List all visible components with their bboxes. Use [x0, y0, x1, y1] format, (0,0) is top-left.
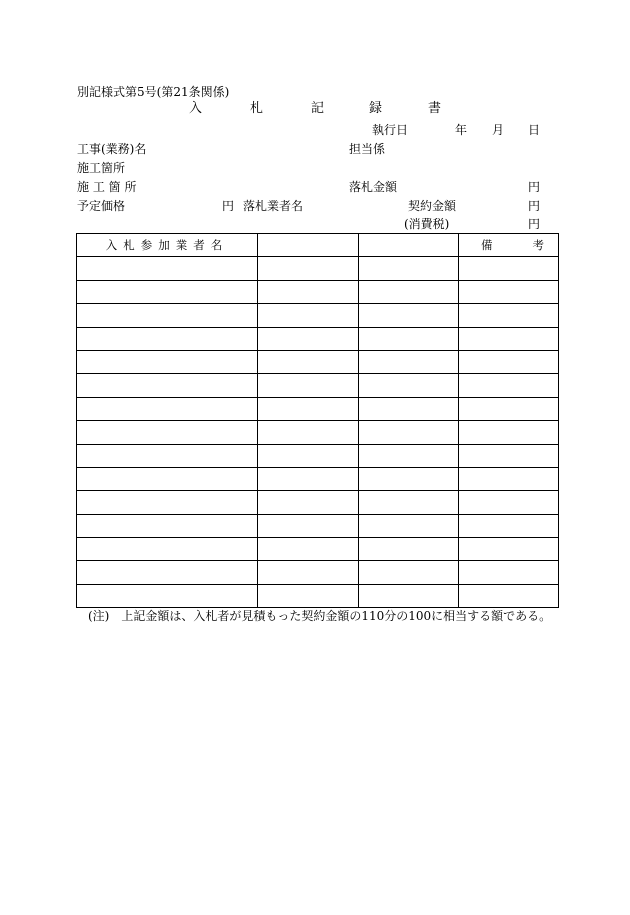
- day-label: 日: [528, 123, 541, 137]
- table-row: [77, 327, 559, 350]
- table-row: [77, 397, 559, 420]
- yen-unit: 円: [528, 217, 541, 231]
- table-cell[interactable]: [77, 584, 258, 607]
- table-cell[interactable]: [459, 561, 559, 584]
- table-cell[interactable]: [359, 421, 459, 444]
- title-char: 記: [311, 101, 325, 116]
- table-cell[interactable]: [258, 561, 359, 584]
- table-cell[interactable]: [359, 538, 459, 561]
- table-cell[interactable]: [359, 397, 459, 420]
- table-cell[interactable]: [258, 397, 359, 420]
- table-row: [77, 561, 559, 584]
- month-label: 月: [492, 123, 505, 137]
- table-cell[interactable]: [77, 538, 258, 561]
- table-cell[interactable]: [77, 280, 258, 303]
- title-char: 入: [189, 101, 203, 116]
- table-cell[interactable]: [77, 350, 258, 373]
- title-char: 録: [369, 101, 383, 116]
- table-cell[interactable]: [258, 538, 359, 561]
- table-cell[interactable]: [459, 374, 559, 397]
- table-cell[interactable]: [258, 304, 359, 327]
- table-cell[interactable]: [459, 514, 559, 537]
- yen-unit: 円: [528, 180, 541, 194]
- table-cell[interactable]: [359, 280, 459, 303]
- table-cell[interactable]: [459, 538, 559, 561]
- table-cell[interactable]: [77, 561, 258, 584]
- table-cell[interactable]: [459, 304, 559, 327]
- table-row: [77, 514, 559, 537]
- table-cell[interactable]: [258, 444, 359, 467]
- consumption-tax-label: (消費税): [404, 217, 450, 231]
- bid-amount-label: 落札金額: [349, 180, 398, 194]
- table-row: [77, 538, 559, 561]
- table-cell[interactable]: [359, 444, 459, 467]
- form-reference: 別記様式第5号(第21条関係): [77, 85, 230, 99]
- title-char: 書: [428, 101, 442, 116]
- table-cell[interactable]: [258, 374, 359, 397]
- table-cell[interactable]: [77, 421, 258, 444]
- table-cell[interactable]: [258, 467, 359, 490]
- table-cell[interactable]: [459, 280, 559, 303]
- bidder-table: [76, 233, 559, 608]
- table-cell[interactable]: [459, 584, 559, 607]
- table-body: [77, 257, 559, 608]
- table-row: [77, 467, 559, 490]
- table-cell[interactable]: [459, 491, 559, 514]
- table-row: [77, 304, 559, 327]
- location-label-spaced: 施 工 箇 所: [77, 180, 137, 194]
- table-row: [77, 444, 559, 467]
- planned-price-label: 予定価格: [77, 199, 126, 213]
- yen-unit: 円: [222, 199, 235, 213]
- winner-name-label: 落札業者名: [243, 199, 304, 213]
- yen-unit: 円: [528, 199, 541, 213]
- title-char: 札: [250, 101, 264, 116]
- footnote: (注) 上記金額は、入札者が見積もった契約金額の110分の100に相当する額である。: [88, 609, 552, 623]
- table-cell[interactable]: [459, 257, 559, 280]
- table-cell[interactable]: [359, 350, 459, 373]
- table-cell[interactable]: [459, 350, 559, 373]
- table-cell[interactable]: [77, 514, 258, 537]
- table-cell[interactable]: [77, 257, 258, 280]
- table-row: [77, 374, 559, 397]
- table-cell[interactable]: [77, 491, 258, 514]
- table-row: [77, 350, 559, 373]
- table-cell[interactable]: [258, 491, 359, 514]
- header-bidder-name: 入札参加業者名: [77, 234, 258, 257]
- table-cell[interactable]: [258, 350, 359, 373]
- table-cell[interactable]: [459, 467, 559, 490]
- table-cell[interactable]: [359, 327, 459, 350]
- table-cell[interactable]: [359, 304, 459, 327]
- table-row: [77, 491, 559, 514]
- table-cell[interactable]: [258, 280, 359, 303]
- table-cell[interactable]: [258, 421, 359, 444]
- table-cell[interactable]: [258, 257, 359, 280]
- contract-amount-label: 契約金額: [408, 199, 457, 213]
- table-cell[interactable]: [359, 561, 459, 584]
- location-label: 施工箇所: [77, 161, 126, 175]
- table-cell[interactable]: [359, 374, 459, 397]
- table-cell[interactable]: [459, 327, 559, 350]
- table-cell[interactable]: [77, 397, 258, 420]
- table-cell[interactable]: [77, 444, 258, 467]
- table-cell[interactable]: [77, 327, 258, 350]
- table-row: [77, 421, 559, 444]
- header-remarks-char: 備: [481, 238, 493, 253]
- table-cell[interactable]: [459, 397, 559, 420]
- table-cell[interactable]: [359, 584, 459, 607]
- table-row: [77, 584, 559, 607]
- table-row: [77, 280, 559, 303]
- table-cell[interactable]: [359, 514, 459, 537]
- work-name-label: 工事(業務)名: [77, 142, 147, 156]
- table-header-row: [77, 234, 559, 257]
- table-cell[interactable]: [77, 374, 258, 397]
- header-cell: [258, 234, 359, 257]
- table-cell[interactable]: [359, 491, 459, 514]
- table-cell[interactable]: [77, 304, 258, 327]
- table-cell[interactable]: [359, 467, 459, 490]
- execution-date-label: 執行日: [372, 123, 409, 137]
- header-remarks: [459, 234, 559, 257]
- table-cell[interactable]: [258, 584, 359, 607]
- table-cell[interactable]: [459, 421, 559, 444]
- table-row: [77, 257, 559, 280]
- header-cell: [359, 234, 459, 257]
- header-remarks-char: 考: [532, 238, 544, 253]
- table-cell[interactable]: [258, 514, 359, 537]
- table-cell[interactable]: [77, 467, 258, 490]
- table-cell[interactable]: [359, 257, 459, 280]
- table-cell[interactable]: [258, 327, 359, 350]
- table-cell[interactable]: [459, 444, 559, 467]
- person-in-charge-label: 担当係: [349, 142, 386, 156]
- year-label: 年: [455, 123, 468, 137]
